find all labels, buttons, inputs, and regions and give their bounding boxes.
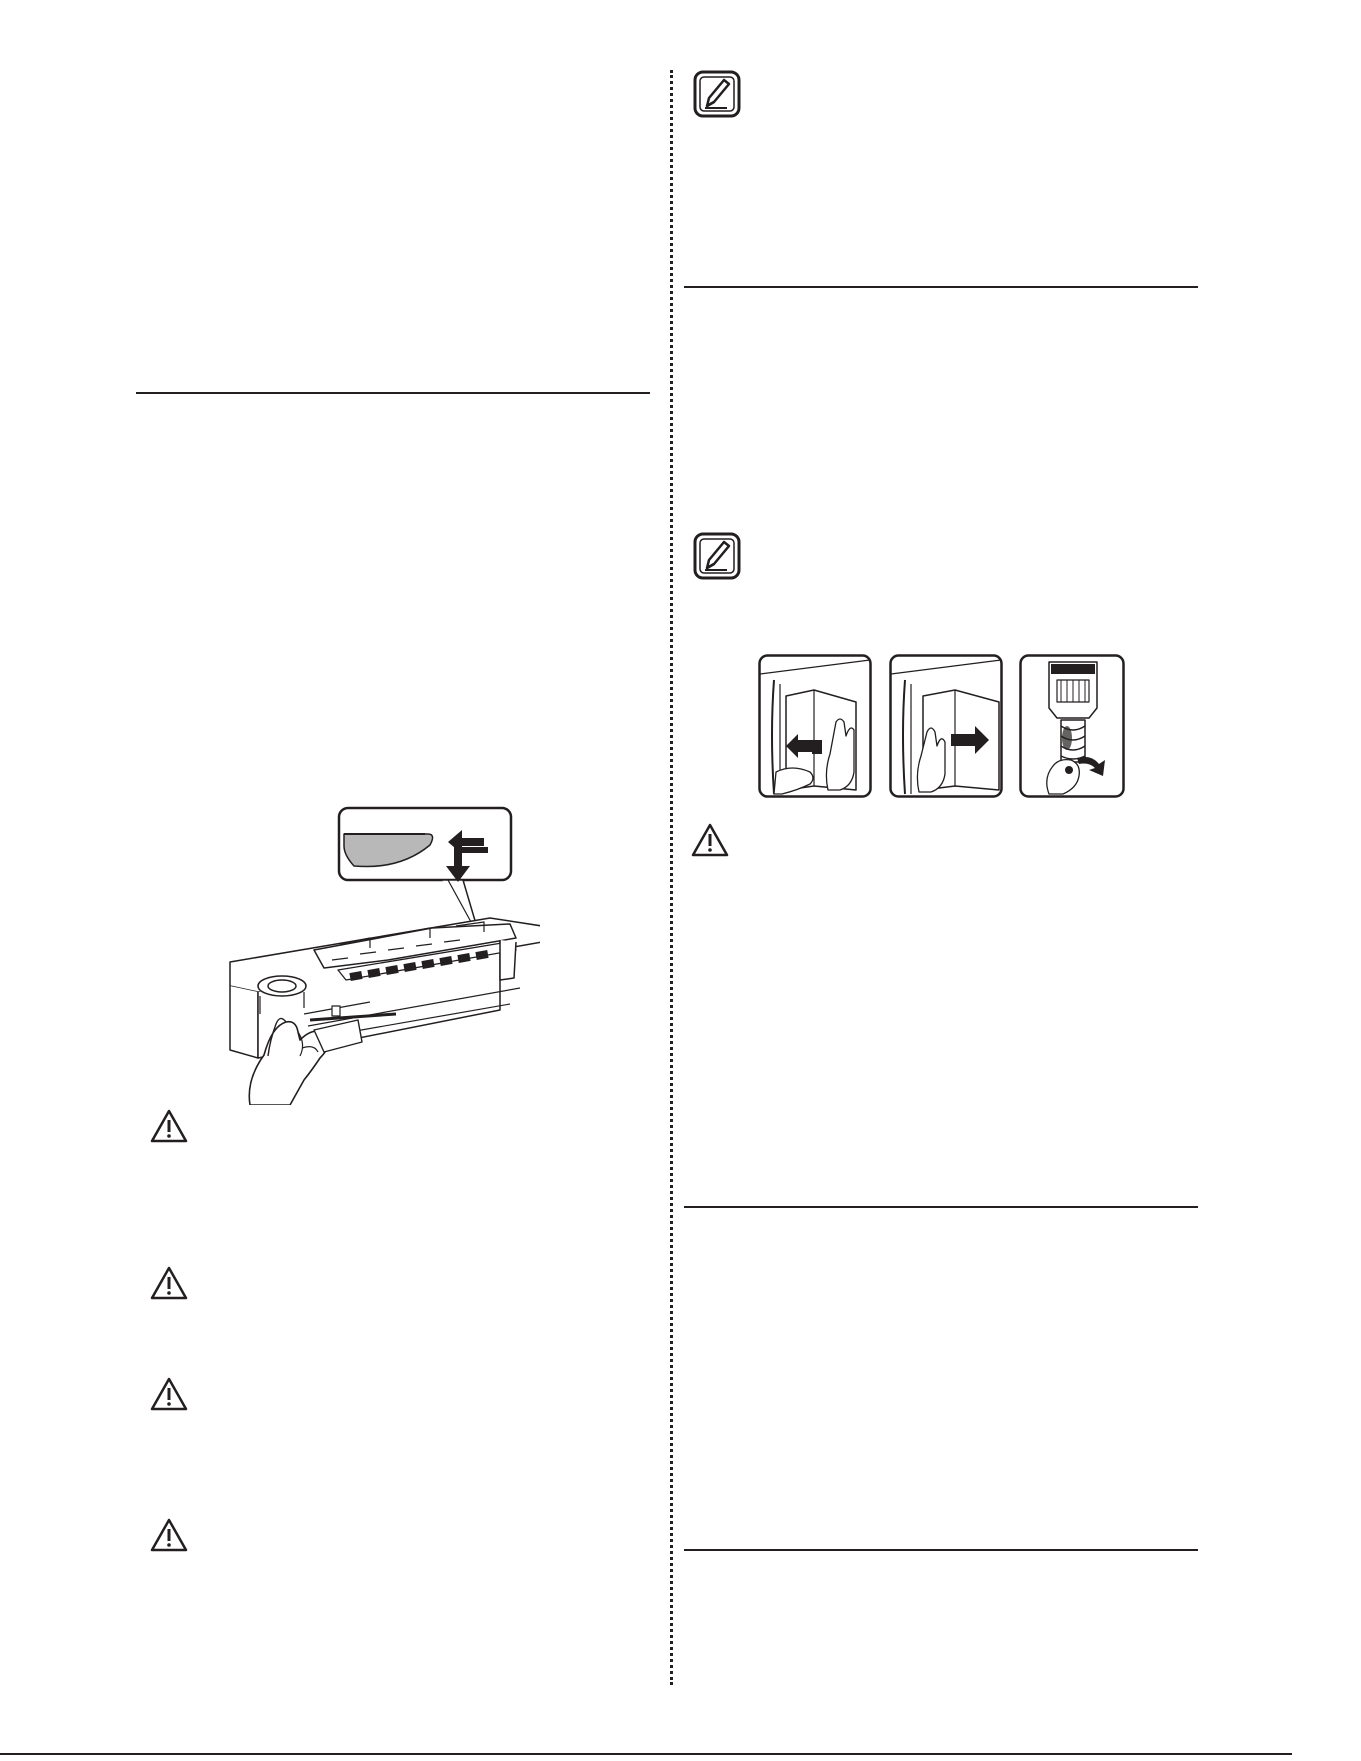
footer-rule [0, 1753, 1292, 1755]
ice-maker-removal-illustration [220, 800, 540, 1105]
note-pencil-icon [693, 70, 741, 118]
caution-triangle-icon [149, 1517, 189, 1553]
dispenser-removal-step-3-illustration [1019, 654, 1125, 798]
right-column-section-rule-2 [684, 1206, 1198, 1208]
dispenser-removal-step-2-illustration [889, 654, 1003, 798]
left-column-section-rule [136, 392, 650, 394]
note-pencil-icon [693, 532, 741, 580]
right-column-section-rule-3 [684, 1549, 1198, 1551]
page-number [1320, 1742, 1348, 1761]
right-column-section-rule-1 [684, 286, 1198, 288]
caution-triangle-icon [690, 822, 730, 858]
caution-triangle-icon [149, 1376, 189, 1412]
column-divider [670, 70, 673, 1685]
caution-triangle-icon [149, 1265, 189, 1301]
caution-triangle-icon [149, 1108, 189, 1144]
dispenser-removal-step-1-illustration [758, 654, 872, 798]
